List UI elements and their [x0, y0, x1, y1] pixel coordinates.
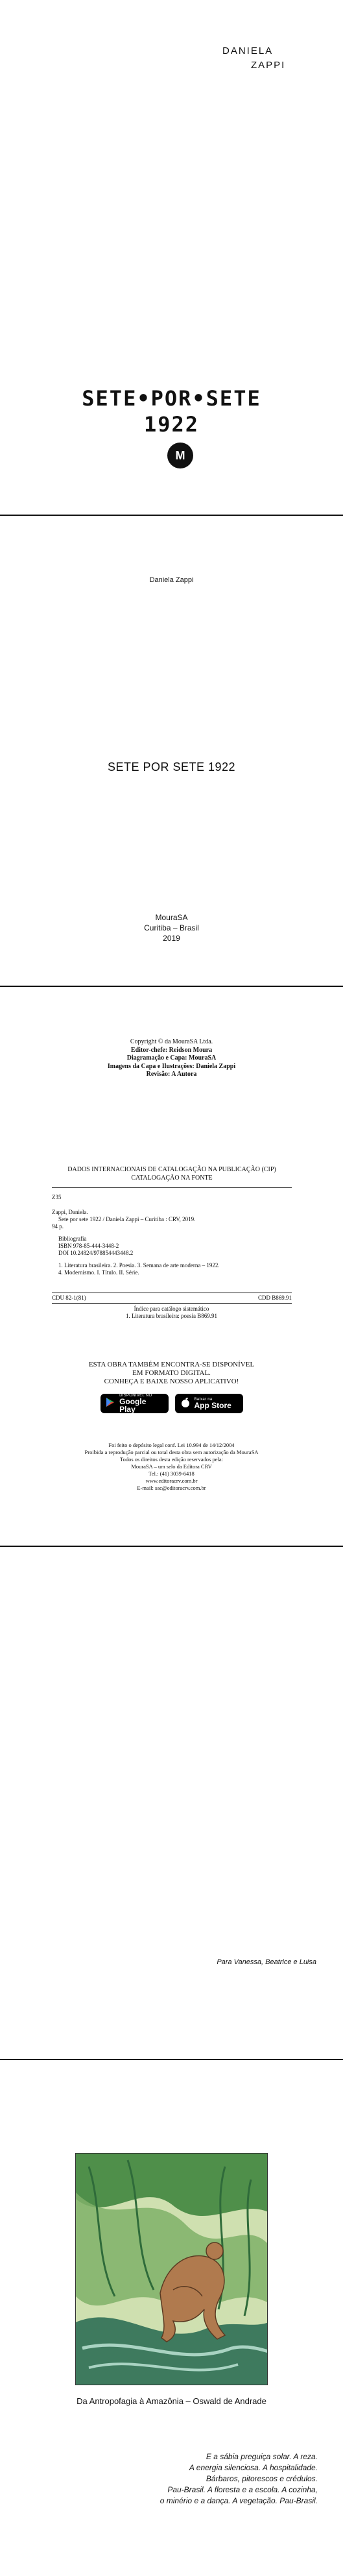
- page-divider: [0, 2059, 343, 2060]
- cip-ref-line: DOI 10.24824/978854443448.2: [58, 1250, 134, 1256]
- cip-entry-line: Zappi, Daniela.: [52, 1209, 88, 1215]
- legal-line: Proibida a reprodução parcial ou total desta obra sem autorização da MouraSA: [84, 1449, 259, 1455]
- cip-record: [52, 1194, 292, 1276]
- apple-icon: [180, 1397, 191, 1411]
- google-play-label: Google Play: [119, 1397, 147, 1414]
- illustration-caption: Da Antropofagia à Amazônia – Oswald de Andrade: [77, 2396, 266, 2406]
- app-promo-line: EM FORMATO DIGITAL.: [132, 1369, 211, 1377]
- imprint-year: 2019: [163, 934, 180, 943]
- cip-ref-line: Bibliografia: [58, 1235, 87, 1242]
- cip-entry-line: 94 p.: [52, 1223, 64, 1230]
- cover-author-first: DANIELA: [222, 45, 274, 56]
- cip-subject-line: 4. Modernismo. I. Título. II. Série.: [58, 1269, 139, 1276]
- epigraph-line: o minério e a dança. A vegetação. Pau-Brasil.: [160, 2496, 318, 2505]
- imprint: [0, 912, 343, 943]
- google-play-small-label: DISPONÍVEL NO: [119, 1394, 152, 1398]
- cdu-code: CDU 82-1(81): [52, 1294, 86, 1301]
- credit-editor: Editor-chefe: Reidson Moura: [130, 1046, 213, 1054]
- cip-entry-line: Sete por sete 1922 / Daniela Zappi – Curitiba : CRV, 2019.: [58, 1216, 196, 1222]
- cip-title: DADOS INTERNACIONAIS DE CATALOGAÇÃO NA PUBLICAÇÃO (CIP): [67, 1166, 276, 1173]
- cip-rule-top: [52, 1187, 292, 1188]
- imprint-publisher: MouraSA: [155, 913, 188, 922]
- index-title: Índice para catálogo sistemático: [134, 1306, 209, 1312]
- page-divider: [0, 986, 343, 987]
- epigraph-line: E a sábia preguiça solar. A reza.: [206, 2452, 318, 2461]
- dedication: Para Vanessa, Beatrice e Luisa: [217, 1958, 316, 1966]
- legal-link[interactable]: www.editoracrv.com.br: [145, 1477, 198, 1484]
- cip-index: [0, 1306, 343, 1320]
- page-divider: [0, 1546, 343, 1547]
- cover-author-last: ZAPPI: [251, 60, 286, 71]
- cover-title-line1: SETE•POR•SETE: [82, 386, 261, 411]
- half-title-title: SETE POR SETE 1922: [107, 760, 236, 773]
- imprint-city: Curitiba – Brasil: [144, 923, 199, 932]
- credit-review: Revisão: A Autora: [146, 1071, 197, 1078]
- cip-code: Z35: [52, 1194, 62, 1200]
- cover-title-line2: 1922: [143, 412, 200, 437]
- credit-copyright: Copyright © da MouraSA Ltda.: [130, 1038, 213, 1045]
- cover-illustration: [75, 2153, 268, 2385]
- credit-layout: Diagramação e Capa: MouraSA: [126, 1054, 217, 1062]
- cip-rule-bottom: [52, 1303, 292, 1304]
- epigraph-line: Bárbaros, pitorescos e crédulos.: [206, 2474, 318, 2483]
- cip-subtitle: CATALOGAÇÃO NA FONTE: [131, 1174, 213, 1182]
- legal-notice: [0, 1442, 343, 1492]
- half-title-author: Daniela Zappi: [149, 576, 194, 584]
- illustration-artwork: [76, 2154, 268, 2385]
- app-store-small-label: Baixar na: [194, 1398, 213, 1402]
- legal-line: Tel.: (41) 3039-6418: [148, 1470, 195, 1477]
- cdd-code: CDD B869.91: [257, 1294, 292, 1301]
- google-play-button[interactable]: [101, 1394, 169, 1413]
- legal-line: Todos os direitos desta edição reservados pela:: [120, 1456, 223, 1463]
- publisher-logo-icon: M: [167, 443, 193, 468]
- cip-ref-line: ISBN 978-85-444-3448-2: [58, 1243, 119, 1249]
- epigraph-line: Pau-Brasil. A floresta e a escola. A cozinha,: [167, 2485, 318, 2494]
- credits-block: [0, 1038, 343, 1079]
- app-store-badges: [0, 1394, 343, 1413]
- cover-title: [0, 385, 343, 437]
- app-promo: [0, 1361, 343, 1386]
- legal-email[interactable]: E-mail: sac@editoracrv.com.br: [137, 1485, 206, 1491]
- cover-author: [222, 44, 320, 73]
- cip-subject-line: 1. Literatura brasileira. 2. Poesia. 3. Semana de arte moderna – 1922.: [58, 1262, 220, 1269]
- legal-line: MouraSA – um selo da Editora CRV: [131, 1463, 212, 1470]
- epigraph: [52, 2451, 318, 2507]
- play-store-icon: [106, 1397, 116, 1411]
- app-store-label: App Store: [194, 1401, 231, 1410]
- cover-page: [0, 0, 343, 515]
- legal-line: Foi feito o depósito legal conf. Lei 10.994 de 14/12/2004: [108, 1442, 235, 1448]
- cip-header: [52, 1166, 292, 1182]
- index-entry: 1. Literatura brasileira: poesia B869.91: [126, 1313, 217, 1319]
- app-promo-line: CONHEÇA E BAIXE NOSSO APLICATIVO!: [104, 1378, 239, 1385]
- cip-classification: [52, 1294, 292, 1302]
- app-promo-line: ESTA OBRA TAMBÉM ENCONTRA-SE DISPONÍVEL: [88, 1361, 255, 1368]
- epigraph-line: A energia silenciosa. A hospitalidade.: [189, 2463, 318, 2472]
- credit-images: Imagens da Capa e Ilustrações: Daniela Zappi: [107, 1062, 236, 1070]
- app-store-button[interactable]: [175, 1394, 243, 1413]
